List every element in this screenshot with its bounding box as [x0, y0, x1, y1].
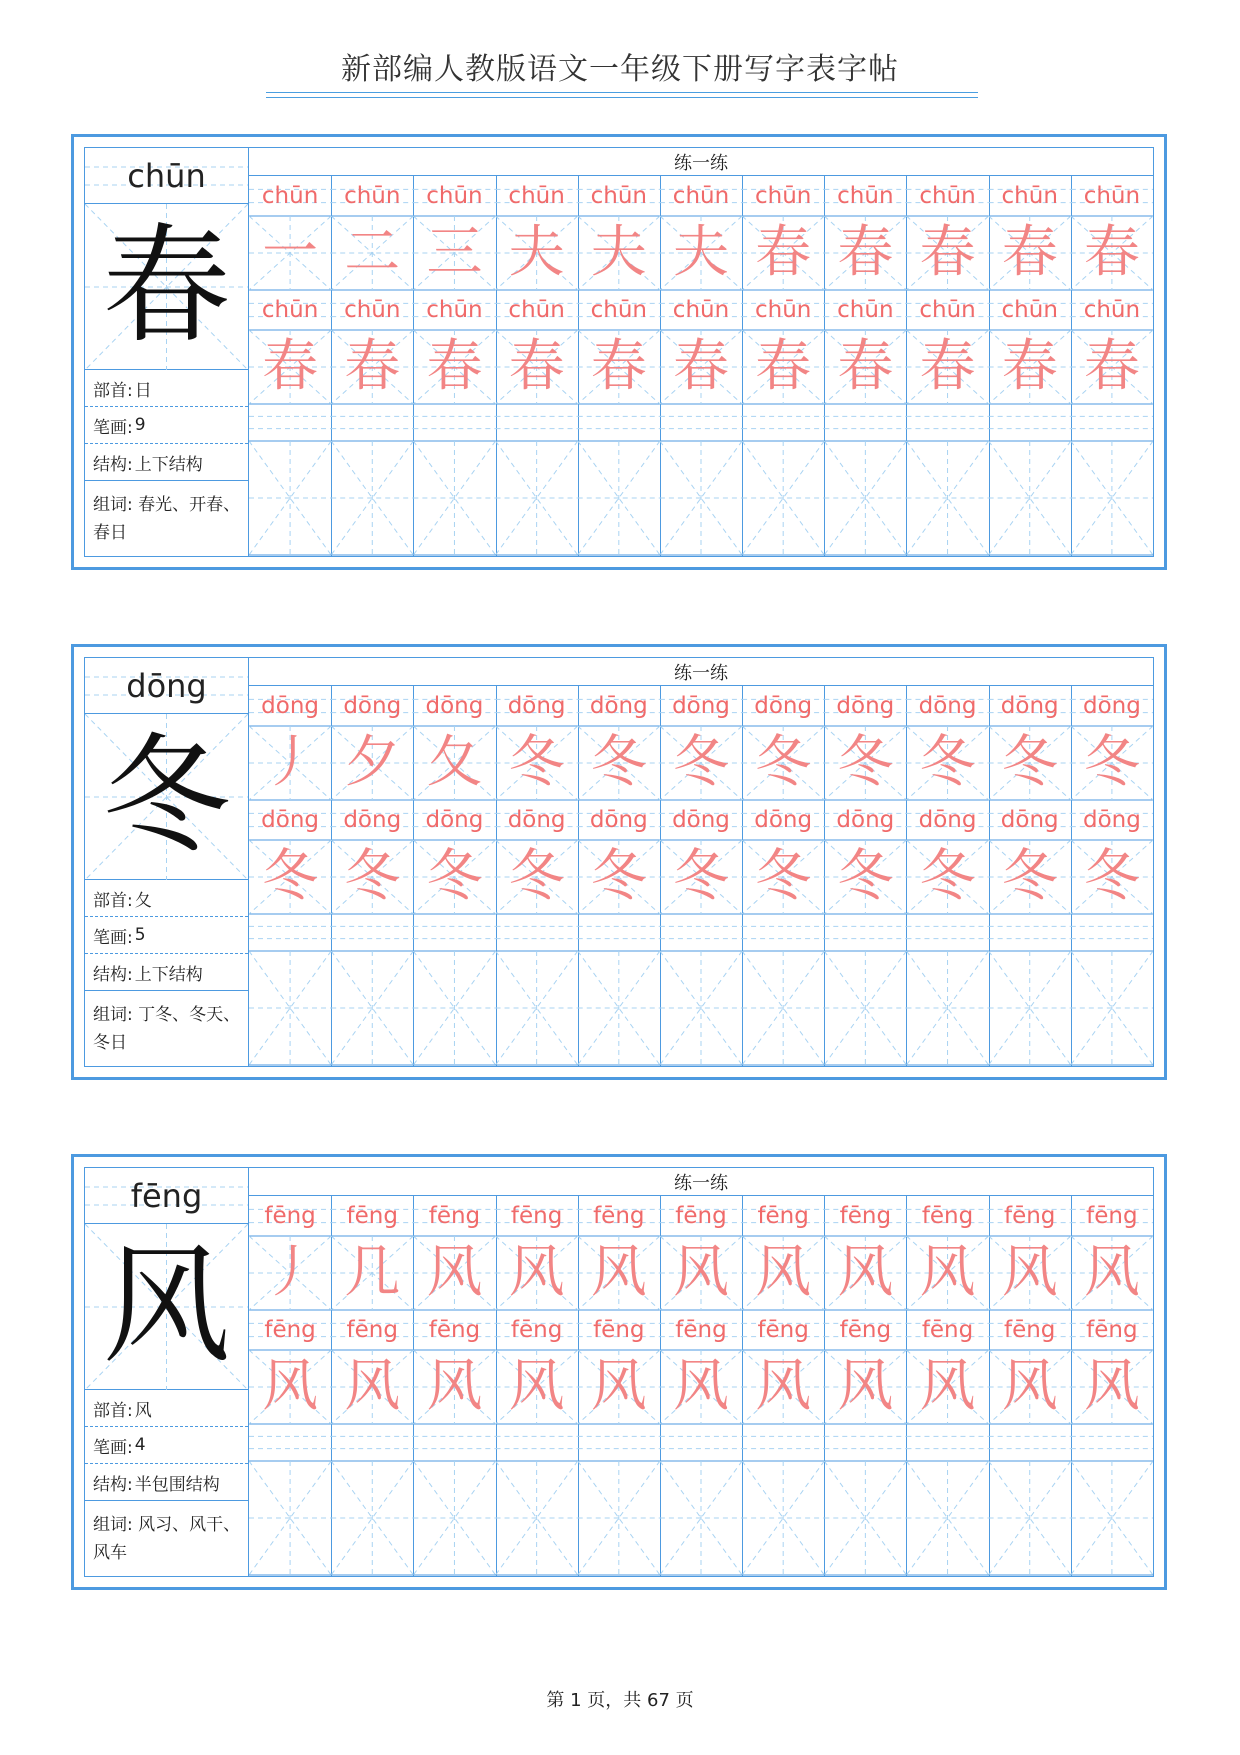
practice-character: 春	[837, 334, 894, 399]
info-label: 部首:	[93, 890, 133, 911]
practice-character: 冬	[919, 844, 976, 909]
practice-character: 春	[919, 220, 976, 285]
practice-pinyin: fēng	[593, 1317, 645, 1343]
practice-character: 二	[344, 220, 401, 285]
practice-pinyin: chūn	[590, 183, 647, 209]
info-value: 上下结构	[134, 454, 203, 475]
practice-character: 夫	[672, 220, 729, 285]
practice-character: 风	[1083, 1240, 1140, 1305]
practice-character: 冬	[262, 844, 319, 909]
blank-writing-cell[interactable]	[989, 914, 1071, 1066]
info-label: 结构:	[93, 1474, 133, 1495]
info-label: 笔画:	[93, 417, 133, 438]
blank-writing-cell[interactable]	[331, 404, 413, 556]
practice-character: 冬	[755, 730, 812, 795]
practice-pinyin: dōng	[1082, 807, 1141, 833]
practice-character: 春	[1083, 334, 1140, 399]
practice-character: 夂	[426, 730, 483, 795]
blank-writing-cell[interactable]	[413, 1424, 495, 1576]
info-label: 结构:	[93, 964, 133, 985]
practice-pinyin: fēng	[921, 1203, 974, 1229]
practice-pinyin: chūn	[344, 183, 401, 209]
practice-pinyin: dōng	[343, 693, 402, 719]
practice-character: 夕	[344, 730, 401, 795]
blank-writing-cell[interactable]	[824, 914, 906, 1066]
practice-character: 风	[1001, 1240, 1058, 1305]
practice-pinyin: chūn	[261, 297, 319, 323]
blank-writing-cell[interactable]	[249, 404, 331, 556]
practice-character: 春	[1001, 334, 1058, 399]
character-card	[71, 1154, 1167, 1590]
practice-pinyin: fēng	[593, 1203, 645, 1229]
practice-character: 冬	[508, 844, 565, 909]
character-info-column	[85, 658, 249, 1066]
practice-character: 风	[672, 1354, 729, 1419]
practice-pinyin: fēng	[1003, 1203, 1056, 1229]
practice-character: 风	[590, 1240, 647, 1305]
practice-character: 春	[755, 220, 812, 285]
card-inner-frame	[84, 657, 1154, 1067]
practice-header: 练一练	[249, 1168, 1153, 1196]
practice-pinyin: fēng	[264, 1317, 316, 1343]
practice-character: 冬	[590, 730, 647, 795]
practice-pinyin: dōng	[343, 807, 402, 833]
practice-pinyin: chūn	[919, 183, 976, 209]
practice-pinyin: chūn	[426, 297, 483, 323]
info-value: 夂	[134, 890, 152, 911]
stroke-count-info	[85, 407, 248, 444]
practice-character: 春	[755, 334, 812, 399]
practice-pinyin: dōng	[672, 693, 730, 719]
character-info-column	[85, 148, 249, 556]
practice-character: 春	[590, 334, 647, 399]
blank-writing-cell[interactable]	[249, 914, 331, 1066]
character-card	[71, 134, 1167, 570]
word-examples: 组词: 风习、风干、风车	[93, 1515, 241, 1563]
practice-area	[249, 1168, 1153, 1576]
word-examples: 组词: 丁冬、冬天、冬日	[93, 1005, 241, 1053]
info-value: 4	[134, 1435, 146, 1455]
practice-pinyin: fēng	[921, 1317, 974, 1343]
practice-character: 风	[919, 1240, 976, 1305]
practice-pinyin: dōng	[507, 693, 566, 719]
blank-writing-cell[interactable]	[331, 914, 413, 1066]
practice-pinyin: fēng	[264, 1203, 316, 1229]
practice-pinyin: dōng	[918, 807, 977, 833]
practice-pinyin: chūn	[426, 183, 483, 209]
practice-character: 冬	[672, 730, 729, 795]
practice-pinyin: fēng	[510, 1317, 563, 1343]
practice-character: 冬	[590, 844, 647, 909]
practice-character: 春	[672, 334, 729, 399]
model-character: 春	[102, 212, 231, 361]
practice-character: 冬	[508, 730, 565, 795]
structure-info	[85, 444, 248, 481]
practice-character: 冬	[837, 844, 894, 909]
practice-character: 春	[919, 334, 976, 399]
practice-pinyin: fēng	[1003, 1317, 1056, 1343]
practice-character: 夫	[508, 220, 565, 285]
practice-pinyin: dōng	[918, 693, 977, 719]
practice-character: 风	[755, 1240, 812, 1305]
practice-character: 冬	[755, 844, 812, 909]
info-value: 半包围结构	[134, 1474, 220, 1495]
title-underline	[266, 92, 978, 93]
practice-character: 风	[426, 1354, 483, 1419]
model-character: 冬	[102, 722, 231, 871]
blank-writing-cell[interactable]	[742, 1424, 824, 1576]
practice-character: 春	[508, 334, 565, 399]
practice-pinyin: dōng	[261, 807, 320, 833]
info-value: 上下结构	[134, 964, 203, 985]
blank-writing-cell[interactable]	[1071, 404, 1153, 556]
blank-writing-cell[interactable]	[989, 404, 1071, 556]
practice-pinyin: fēng	[346, 1203, 398, 1229]
practice-pinyin: chūn	[508, 297, 565, 323]
practice-pinyin: dōng	[261, 693, 320, 719]
blank-writing-cell[interactable]	[578, 1424, 660, 1576]
practice-header: 练一练	[249, 148, 1153, 176]
practice-character: 风	[755, 1354, 812, 1419]
stroke-count-info	[85, 1427, 248, 1464]
practice-character: 风	[426, 1240, 483, 1305]
info-value: 日	[134, 380, 152, 401]
model-character: 风	[102, 1232, 231, 1381]
practice-pinyin: chūn	[672, 183, 730, 209]
practice-pinyin: dōng	[425, 807, 484, 833]
word-examples: 组词: 春光、开春、春日	[93, 495, 241, 543]
practice-character: 冬	[1083, 730, 1140, 795]
character-info-column	[85, 1168, 249, 1576]
practice-pinyin: fēng	[346, 1317, 398, 1343]
practice-character: 风	[837, 1240, 894, 1305]
blank-writing-cell[interactable]	[989, 1424, 1071, 1576]
practice-pinyin: fēng	[510, 1203, 563, 1229]
page-title: 新部编人教版语文一年级下册写字表字帖	[341, 52, 899, 87]
practice-character: 一	[262, 220, 319, 285]
structure-info	[85, 954, 248, 991]
info-label: 结构:	[93, 454, 133, 475]
practice-pinyin: fēng	[675, 1317, 727, 1343]
practice-pinyin: chūn	[754, 297, 812, 323]
radical-info	[85, 1390, 248, 1427]
practice-pinyin: dōng	[425, 693, 484, 719]
character-pinyin: chūn	[85, 148, 248, 204]
practice-character: 冬	[672, 844, 729, 909]
model-character-box	[85, 1224, 248, 1390]
practice-character: 几	[344, 1240, 401, 1305]
practice-pinyin: dōng	[836, 693, 895, 719]
practice-character: 春	[1001, 220, 1058, 285]
practice-character: 冬	[1083, 844, 1140, 909]
character-pinyin: fēng	[85, 1168, 248, 1224]
practice-character: 风	[590, 1354, 647, 1419]
practice-pinyin: fēng	[757, 1317, 809, 1343]
practice-pinyin: chūn	[261, 183, 319, 209]
practice-character: 夫	[590, 220, 647, 285]
practice-character: 风	[1001, 1354, 1058, 1419]
practice-character: 冬	[426, 844, 483, 909]
radical-info	[85, 880, 248, 917]
radical-info	[85, 370, 248, 407]
blank-writing-cell[interactable]	[660, 914, 742, 1066]
card-inner-frame	[84, 147, 1154, 557]
blank-writing-cell[interactable]	[824, 404, 906, 556]
info-value: 9	[134, 415, 146, 435]
page-footer: 第 1 页，共 67 页	[546, 1690, 694, 1711]
practice-pinyin: fēng	[839, 1317, 892, 1343]
blank-writing-cell[interactable]	[496, 914, 578, 1066]
info-value: 风	[134, 1400, 152, 1421]
practice-pinyin: fēng	[428, 1203, 481, 1229]
practice-pinyin: chūn	[1083, 297, 1141, 323]
practice-pinyin: chūn	[919, 297, 976, 323]
model-character-box	[85, 204, 248, 370]
practice-character: 冬	[1001, 730, 1058, 795]
practice-pinyin: dōng	[589, 807, 648, 833]
blank-writing-cell[interactable]	[660, 404, 742, 556]
blank-writing-cell[interactable]	[1071, 914, 1153, 1066]
info-label: 笔画:	[93, 1437, 133, 1458]
practice-character: 风	[508, 1240, 565, 1305]
card-inner-frame	[84, 1167, 1154, 1577]
practice-character: 风	[508, 1354, 565, 1419]
practice-pinyin: dōng	[1000, 693, 1059, 719]
practice-character: 冬	[919, 730, 976, 795]
practice-character: 冬	[1001, 844, 1058, 909]
practice-pinyin: dōng	[836, 807, 895, 833]
practice-character: 冬	[344, 844, 401, 909]
practice-character: 春	[426, 334, 483, 399]
blank-writing-cell[interactable]	[742, 914, 824, 1066]
model-character-box	[85, 714, 248, 880]
practice-character: 春	[837, 220, 894, 285]
practice-pinyin: chūn	[1001, 297, 1058, 323]
practice-pinyin: fēng	[757, 1203, 809, 1229]
structure-info	[85, 1464, 248, 1501]
practice-pinyin: fēng	[675, 1203, 727, 1229]
blank-writing-cell[interactable]	[578, 914, 660, 1066]
title-underline	[266, 97, 978, 98]
practice-pinyin: fēng	[839, 1203, 892, 1229]
practice-pinyin: fēng	[1086, 1203, 1138, 1229]
blank-writing-cell[interactable]	[249, 1424, 331, 1576]
character-pinyin: dōng	[85, 658, 248, 714]
practice-pinyin: dōng	[589, 693, 648, 719]
practice-pinyin: chūn	[672, 297, 730, 323]
blank-writing-cell[interactable]	[413, 914, 495, 1066]
stroke-count-info	[85, 917, 248, 954]
info-label: 部首:	[93, 380, 133, 401]
practice-pinyin: chūn	[590, 297, 647, 323]
practice-character: 风	[262, 1354, 319, 1419]
practice-character: 春	[262, 334, 319, 399]
practice-character: 丿	[262, 1240, 319, 1305]
practice-pinyin: chūn	[1083, 183, 1141, 209]
practice-character: 春	[344, 334, 401, 399]
practice-character: 丿	[262, 730, 319, 795]
practice-character: 风	[919, 1354, 976, 1419]
practice-character: 风	[837, 1354, 894, 1419]
practice-pinyin: dōng	[672, 807, 730, 833]
practice-pinyin: dōng	[1000, 807, 1059, 833]
blank-writing-cell[interactable]	[496, 404, 578, 556]
practice-pinyin: chūn	[837, 297, 894, 323]
blank-writing-cell[interactable]	[660, 1424, 742, 1576]
blank-writing-cell[interactable]	[413, 404, 495, 556]
blank-writing-cell[interactable]	[906, 914, 988, 1066]
practice-character: 冬	[837, 730, 894, 795]
blank-writing-cell[interactable]	[742, 404, 824, 556]
info-label: 部首:	[93, 1400, 133, 1421]
practice-character: 风	[344, 1354, 401, 1419]
practice-area	[249, 148, 1153, 556]
practice-pinyin: dōng	[754, 693, 813, 719]
practice-pinyin: chūn	[508, 183, 565, 209]
practice-pinyin: fēng	[1086, 1317, 1138, 1343]
practice-character: 春	[1083, 220, 1140, 285]
practice-character: 风	[672, 1240, 729, 1305]
practice-pinyin: dōng	[754, 807, 813, 833]
practice-character: 三	[426, 220, 483, 285]
blank-writing-cell[interactable]	[496, 1424, 578, 1576]
practice-pinyin: dōng	[1082, 693, 1141, 719]
blank-writing-cell[interactable]	[824, 1424, 906, 1576]
blank-writing-cell[interactable]	[906, 404, 988, 556]
practice-header: 练一练	[249, 658, 1153, 686]
practice-pinyin: chūn	[344, 297, 401, 323]
info-value: 5	[134, 925, 146, 945]
blank-writing-cell[interactable]	[906, 1424, 988, 1576]
practice-pinyin: dōng	[507, 807, 566, 833]
character-card	[71, 644, 1167, 1080]
blank-writing-cell[interactable]	[578, 404, 660, 556]
practice-pinyin: chūn	[837, 183, 894, 209]
practice-pinyin: chūn	[1001, 183, 1058, 209]
practice-pinyin: chūn	[754, 183, 812, 209]
info-label: 笔画:	[93, 927, 133, 948]
practice-character: 风	[1083, 1354, 1140, 1419]
blank-writing-cell[interactable]	[331, 1424, 413, 1576]
blank-writing-cell[interactable]	[1071, 1424, 1153, 1576]
practice-area	[249, 658, 1153, 1066]
practice-pinyin: fēng	[428, 1317, 481, 1343]
